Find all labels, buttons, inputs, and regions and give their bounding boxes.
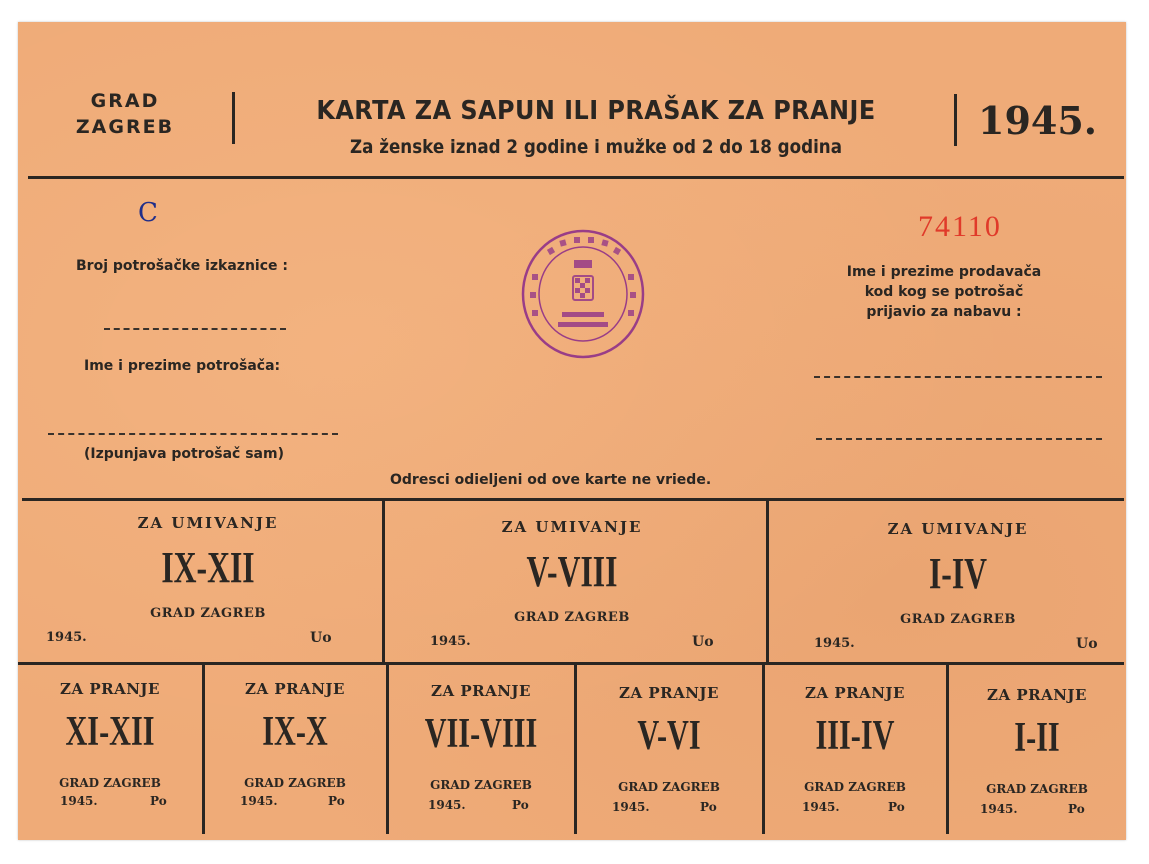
coupon-notice: Odresci odieljeni od ove karte ne vriede. — [390, 472, 712, 488]
seller-label-line3: prijavio za nabavu : — [866, 304, 1022, 320]
seller-label-line1: Ime i prezime prodavača — [846, 264, 1042, 280]
washing-divider-2 — [766, 500, 769, 664]
coupon-top-rule — [22, 498, 1124, 501]
laundry-coupon-title: ZA PRANJE — [619, 684, 719, 702]
washing-coupon-months: I-IV — [928, 549, 988, 598]
laundry-coupon-title: ZA PRANJE — [987, 686, 1087, 704]
laundry-divider-1 — [202, 664, 205, 834]
laundry-top-rule — [18, 662, 1124, 665]
laundry-divider-2 — [386, 664, 389, 834]
laundry-coupon-code: Po — [700, 800, 717, 814]
laundry-coupon-year: 1945. — [60, 794, 98, 808]
card-subtitle: Za ženske iznad 2 godine i mužke od 2 do 18 godina — [350, 136, 842, 158]
laundry-coupon-code: Po — [328, 794, 345, 808]
stamp-seal-icon — [518, 226, 648, 362]
laundry-divider-5 — [946, 664, 949, 834]
header-divider-right — [954, 94, 957, 146]
washing-divider-1 — [382, 500, 385, 664]
washing-coupon-code: Uo — [310, 630, 332, 646]
laundry-coupon-year: 1945. — [612, 800, 650, 814]
consumer-fill-note: (Izpunjava potrošač sam) — [84, 446, 284, 462]
washing-coupon-title: ZA UMIVANJE — [137, 514, 279, 532]
laundry-coupon-city: GRAD ZAGREB — [804, 780, 906, 794]
washing-coupon-city: GRAD ZAGREB — [514, 610, 630, 625]
card-title: KARTA ZA SAPUN ILI PRAŠAK ZA PRANJE — [316, 96, 876, 126]
laundry-coupon-title: ZA PRANJE — [245, 680, 345, 698]
laundry-coupon-title: ZA PRANJE — [805, 684, 905, 702]
seller-line-1 — [814, 376, 1102, 378]
washing-coupon-months: IX-XII — [161, 543, 255, 592]
laundry-coupon-year: 1945. — [980, 802, 1018, 816]
laundry-coupon-title: ZA PRANJE — [431, 682, 531, 700]
laundry-divider-3 — [574, 664, 577, 834]
washing-coupon-year: 1945. — [814, 636, 855, 651]
laundry-coupon-year: 1945. — [428, 798, 466, 812]
header-city-line1: GRAD — [90, 90, 160, 112]
laundry-coupon-code: Po — [512, 798, 529, 812]
seller-line-2 — [816, 438, 1102, 440]
official-stamp — [518, 226, 648, 366]
consumer-id-line — [104, 328, 286, 330]
washing-coupon-year: 1945. — [46, 630, 87, 645]
washing-coupon-code: Uo — [692, 634, 714, 650]
laundry-coupon-city: GRAD ZAGREB — [618, 780, 720, 794]
laundry-coupon-months: XI-XII — [65, 709, 155, 755]
washing-coupon-code: Uo — [1076, 636, 1098, 652]
header-city — [60, 88, 190, 140]
laundry-divider-4 — [762, 664, 765, 834]
laundry-coupon-months: IX-X — [262, 709, 328, 755]
laundry-coupon-code: Po — [150, 794, 167, 808]
laundry-coupon-months: III-IV — [815, 713, 895, 759]
washing-coupon-city: GRAD ZAGREB — [150, 606, 266, 621]
consumer-id-label: Broj potrošačke izkaznice : — [76, 258, 288, 274]
laundry-coupon-months: VII-VIII — [424, 711, 538, 757]
laundry-coupon-months: I-II — [1014, 715, 1060, 761]
laundry-coupon-city: GRAD ZAGREB — [59, 776, 161, 790]
washing-coupon-city: GRAD ZAGREB — [900, 612, 1016, 627]
washing-coupon-title: ZA UMIVANJE — [501, 518, 643, 536]
laundry-coupon-city: GRAD ZAGREB — [244, 776, 346, 790]
laundry-coupon-title: ZA PRANJE — [60, 680, 160, 698]
header-city-line2: ZAGREB — [75, 116, 175, 138]
seller-label — [844, 262, 1044, 322]
header-year: 1945. — [978, 98, 1097, 143]
serial-number: 74110 — [918, 210, 1002, 243]
header-divider-left — [232, 92, 235, 144]
consumer-name-line — [48, 433, 338, 435]
laundry-coupon-city: GRAD ZAGREB — [986, 782, 1088, 796]
washing-coupon-year: 1945. — [430, 634, 471, 649]
consumer-name-label: Ime i prezime potrošača: — [84, 358, 281, 374]
laundry-coupon-year: 1945. — [240, 794, 278, 808]
header-rule — [28, 176, 1124, 179]
washing-coupon-months: V-VIII — [526, 547, 618, 596]
seller-label-line2: kod kog se potrošač — [864, 284, 1024, 300]
laundry-coupon-year: 1945. — [802, 800, 840, 814]
laundry-coupon-code: Po — [888, 800, 905, 814]
washing-coupon-title: ZA UMIVANJE — [887, 520, 1029, 538]
category-letter: C — [138, 198, 158, 228]
laundry-coupon-code: Po — [1068, 802, 1085, 816]
laundry-coupon-city: GRAD ZAGREB — [430, 778, 532, 792]
ration-card — [18, 22, 1126, 840]
laundry-coupon-months: V-VI — [637, 713, 701, 759]
